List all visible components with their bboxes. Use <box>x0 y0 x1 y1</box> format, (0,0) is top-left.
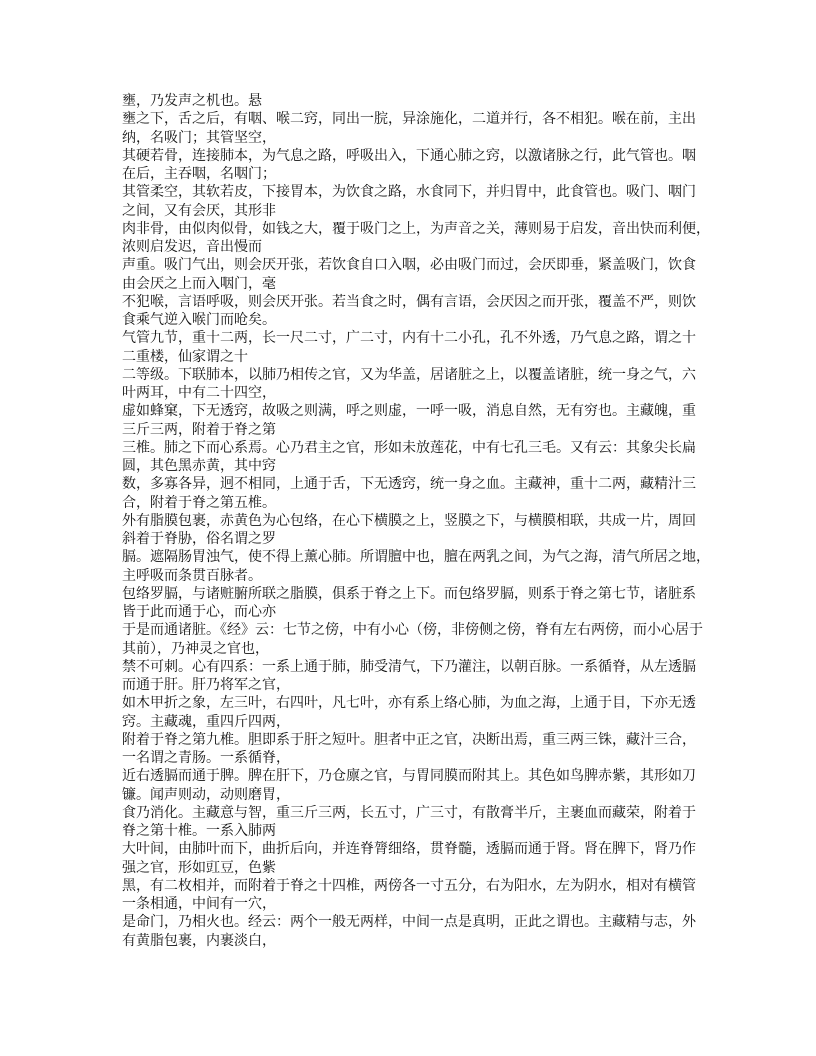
text-line: 其硬若骨，连接肺本，为气息之路，呼吸出入，下通心肺之窍，以激诸脉之行，此气管也。咽 <box>122 147 696 164</box>
text-line: 禁不可刺。心有四系：一系上通于肺，肺受清气，下乃灌注，以朝百脉。一系循脊，从左透膈 <box>122 658 696 675</box>
text-line: 壅，乃发声之机也。悬 <box>122 93 262 109</box>
text-line: 强之官，形如豇豆，色紫 <box>122 859 276 876</box>
text-line: 圆，其色黑赤黄，其中窍 <box>122 458 276 474</box>
text-line: 三椎。肺之下而心系焉。心乃君主之官，形如未放莲花，中有七孔三毛。又有云：其象尖长扁 <box>122 439 696 456</box>
text-line: 包络罗膈，与诸赃腑所联之脂膜，俱系于脊之上下。而包络罗膈，则系于脊之第七节，诸脏系 <box>122 585 696 602</box>
text-line: 二等级。下联肺本，以肺乃相传之官，又为华盖，居诸脏之上，以覆盖诸脏，统一身之气，六 <box>122 366 696 383</box>
text-line: 叶两耳，中有二十四空， <box>122 385 276 401</box>
text-line: 其前），乃神灵之官也， <box>122 640 269 657</box>
text-line: 外有脂膜包裹，赤黄色为心包络，在心下横膜之上，竖膜之下，与横膜相联，共成一片，周回 <box>122 512 696 529</box>
text-line: 其管柔空，其软若皮，下接胃本，为饮食之路，水食同下，并归胃中，此食管也。吸门、咽门 <box>122 184 696 201</box>
text-line: 脊之第十椎。一系入肺两 <box>122 823 276 839</box>
text-line: 于是而通诸脏。《经》云：七节之傍，中有小心（傍，非傍侧之傍，脊有左右两傍，而小心居于 <box>122 622 703 639</box>
text-line: 虚如蜂窠，下无透窍，故吸之则满，呼之则虚，一呼一吸，消息自然，无有穷也。主藏魄，重 <box>122 403 696 420</box>
text-line: 主呼吸而条贯百脉者。 <box>122 567 262 584</box>
text-line: 窍。主藏魂，重四斤四两， <box>122 713 290 730</box>
text-line: 壅之下，舌之后，有咽、喉二窍，同出一脘，异涂施化，二道并行，各不相犯。喉在前，主出 <box>122 111 696 128</box>
text-line: 膈。遮隔肠胃浊气，使不得上薰心肺。所谓膻中也，膻在两乳之间，为气之海，清气所居之地， <box>122 549 710 566</box>
text-line: 声重。吸门气出，则会厌开张，若饮食自口入咽，必由吸门而过，会厌即垂，紧盖吸门，饮食 <box>122 257 696 274</box>
text-line: 大叶间，由肺叶而下，曲折后向，并连脊膂细络，贯脊髓，透膈而通于肾。肾在脾下，肾乃作 <box>122 841 696 858</box>
text-line: 合，附着于脊之第五椎。 <box>122 494 276 511</box>
text-line: 在后，主吞咽，名咽门； <box>122 166 276 182</box>
document-body <box>122 92 712 950</box>
text-line: 食乃消化。主藏意与智，重三斤三两，长五寸，广三寸，有散膏半斤，主裹血而藏荣，附着于 <box>122 804 696 821</box>
text-line: 近右透膈而通于脾。脾在肝下，乃仓廪之官，与胃同膜而附其上。其色如鸟脾赤紫，其形如刀 <box>122 768 696 785</box>
text-line: 一名谓之青肠。一系循脊， <box>122 750 290 766</box>
text-line: 一条相通，中间有一穴， <box>122 896 276 912</box>
text-line: 如木甲折之象，左三叶，右四叶，凡七叶，亦有系上络心肺，为血之海，上通于目，下亦无透 <box>122 695 696 712</box>
text-line: 数，多寡各异，迥不相同，上通于舌，下无透窍，统一身之血。主藏神，重十二两，藏精汁三 <box>122 476 696 493</box>
text-line: 有黄脂包裹，内裹淡白， <box>122 932 276 949</box>
text-line: 食乘气逆入喉门而呛矣。 <box>122 312 276 328</box>
text-line: 斜着于脊胁，俗名谓之罗 <box>122 531 276 547</box>
text-line: 气管九节，重十二两，长一尺二寸，广二寸，内有十二小孔，孔不外透，乃气息之路，谓之十 <box>122 330 696 347</box>
text-line: 镰。闻声则动，动则磨胃， <box>122 786 290 803</box>
text-line: 是命门，乃相火也。经云：两个一般无两样，中间一点是真明，正此之谓也。主藏精与志，外 <box>122 914 696 931</box>
text-line: 三斤三两，附着于脊之第 <box>122 421 276 438</box>
text-line: 黑，有二枚相并，而附着于脊之十四椎，两傍各一寸五分，右为阳水，左为阴水，相对有横管 <box>122 877 696 894</box>
text-line: 肉非骨，由似肉似骨，如钱之大，覆于吸门之上，为声音之关，薄则易于启发，音出快而利便， <box>122 220 710 237</box>
text-line: 不犯喉，言语呼吸，则会厌开张。若当食之时，偶有言语，会厌因之而开张，覆盖不严，则饮 <box>122 293 696 310</box>
text-line: 二重楼，仙家谓之十 <box>122 348 248 365</box>
text-line: 附着于脊之第九椎。胆即系于肝之短叶。胆者中正之官，决断出焉，重三两三铢，藏汁三合， <box>122 731 696 748</box>
text-line: 浓则启发迟，音出慢而 <box>122 239 262 255</box>
text-line: 由会厌之上而入咽门，毫 <box>122 275 276 292</box>
text-line: 之间，又有会厌，其形非 <box>122 202 276 219</box>
text-line: 而通于肝。肝乃将军之官， <box>122 677 290 693</box>
text-line: 皆于此而通于心，而心亦 <box>122 604 276 620</box>
text-line: 纳，名吸门；其管坚空， <box>122 129 276 146</box>
